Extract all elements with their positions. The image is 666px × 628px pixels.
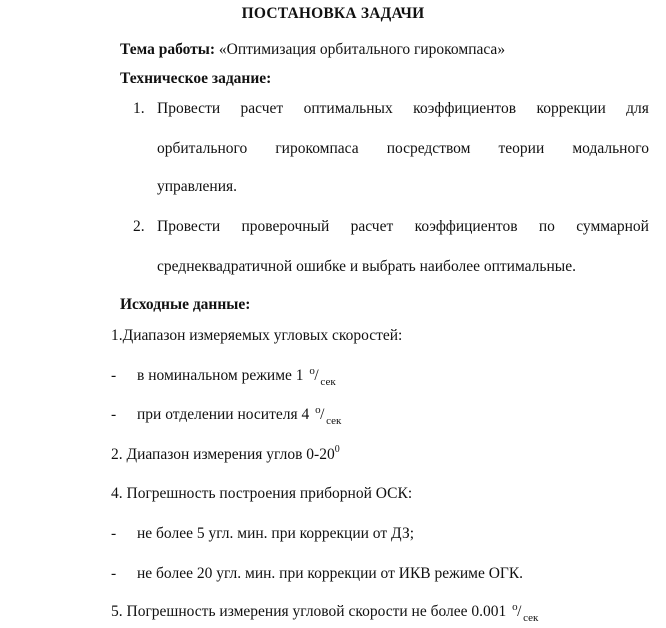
- spec-item-2-number: 2.: [133, 218, 145, 235]
- unit-degree: о: [315, 404, 321, 416]
- word: посредством: [386, 140, 471, 157]
- unit-seconds: сек: [320, 376, 336, 388]
- input-heading: Исходные данные:: [120, 296, 251, 313]
- word: коэффициентов: [413, 100, 517, 117]
- word: проверочный: [241, 218, 330, 235]
- deg-per-sec-unit: [307, 366, 337, 386]
- nominal-text: в номинальном режиме 1: [137, 367, 304, 384]
- separation-dash: -: [111, 406, 117, 423]
- speed-error-line: [111, 602, 540, 622]
- word: по: [538, 218, 555, 235]
- deg-per-sec-unit: [510, 602, 540, 622]
- word: коэффициентов: [414, 218, 518, 235]
- speed-error-text: 5. Погрешность измерения угловой скорости не более 0.001: [111, 603, 507, 620]
- word: оптимальных: [303, 100, 393, 117]
- unit-slash: /: [517, 603, 522, 620]
- degree-superscript: 0: [334, 444, 340, 455]
- nominal-dash: -: [111, 367, 117, 384]
- unit-seconds: сек: [523, 612, 539, 624]
- word: орбитального: [157, 140, 248, 157]
- spec-item-1-line-2: [157, 139, 649, 159]
- page-title: ПОСТАНОВКА ЗАДАЧИ: [241, 5, 425, 22]
- word: для: [626, 100, 649, 117]
- spec-item-2-line-1: [157, 217, 649, 237]
- spec-item-1-line-1: [157, 99, 649, 119]
- spec-heading: Техническое задание:: [120, 70, 272, 87]
- topic-label: Тема работы:: [120, 41, 216, 58]
- speed-range-line: 1.Диапазон измеряемых угловых скоростей:: [111, 327, 403, 344]
- word: суммарной: [576, 218, 649, 235]
- word: Провести: [157, 218, 221, 235]
- spec-item-1-number: 1.: [133, 100, 145, 117]
- word: расчет: [240, 100, 284, 117]
- dz-line: не более 5 угл. мин. при коррекции от ДЗ;: [137, 525, 415, 542]
- osk-error-line: 4. Погрешность построения приборной ОСК:: [111, 485, 413, 502]
- ikv-line: не более 20 угл. мин. при коррекции от ИКВ режиме ОГК.: [137, 565, 524, 582]
- unit-seconds: сек: [326, 415, 342, 427]
- angle-range-text: 2. Диапазон измерения углов 0-20: [111, 446, 335, 463]
- deg-per-sec-unit: [313, 405, 343, 425]
- word: расчет: [350, 218, 394, 235]
- word: гирокомпаса: [275, 140, 359, 157]
- word: модального: [572, 140, 649, 157]
- topic-line: [120, 40, 505, 60]
- word: коррекции: [536, 100, 606, 117]
- angle-range-line: [111, 445, 340, 467]
- unit-slash: /: [320, 406, 325, 423]
- word: теории: [498, 140, 545, 157]
- unit-slash: /: [314, 367, 319, 384]
- nominal-line: [137, 366, 337, 386]
- word: Провести: [157, 100, 221, 117]
- spec-item-1-line-3: управления.: [157, 178, 237, 195]
- separation-text: при отделении носителя 4: [137, 406, 310, 423]
- dz-dash: -: [111, 525, 117, 542]
- topic-value: «Оптимизация орбитального гирокомпаса»: [218, 41, 506, 58]
- unit-degree: о: [512, 601, 518, 613]
- spec-item-2-line-2: среднеквадратичной ошибке и выбрать наиболее оптимальные.: [157, 258, 576, 275]
- ikv-dash: -: [111, 565, 117, 582]
- separation-line: [137, 405, 343, 425]
- unit-degree: о: [309, 365, 315, 377]
